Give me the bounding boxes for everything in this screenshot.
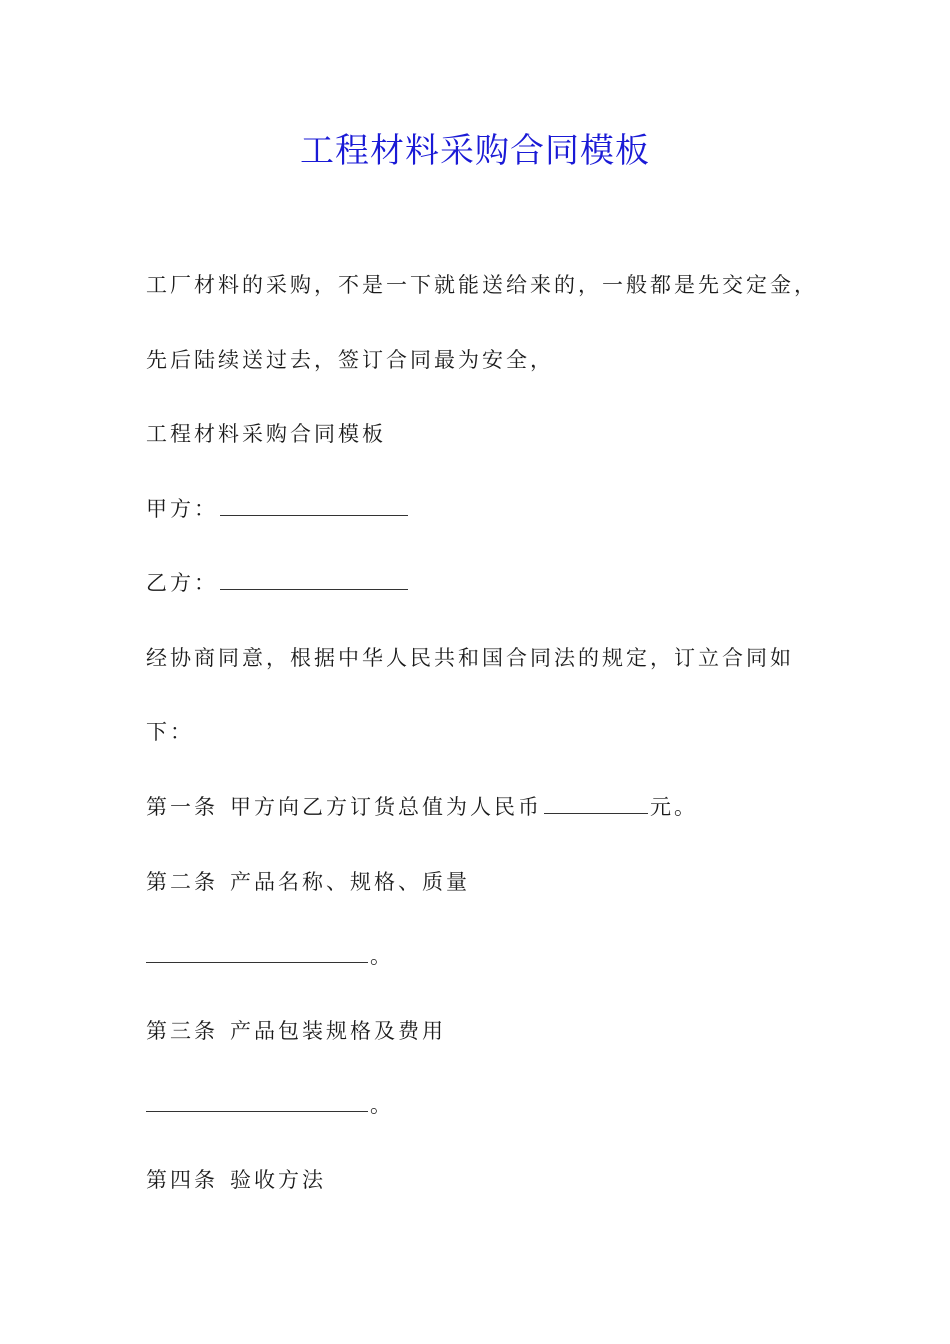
article-3 <box>146 1016 446 1046</box>
agreement-line-2: 下： <box>146 720 194 744</box>
article-4-text: 验收方法 <box>230 1168 326 1192</box>
agreement-line-1: 经协商同意，根据中华人民共和国合同法的规定，订立合同如 <box>146 646 794 670</box>
article-1-number: 第一条 <box>146 795 218 819</box>
party-a-line <box>146 494 410 524</box>
article-1 <box>146 792 698 822</box>
article-2-text: 产品名称、规格、质量 <box>230 870 470 894</box>
article-2-number: 第二条 <box>146 870 218 894</box>
intro-line-2: 先后陆续送过去，签订合同最为安全， <box>146 348 554 372</box>
article-3-number: 第三条 <box>146 1019 218 1043</box>
article-2-blank <box>146 942 368 963</box>
article-3-blank <box>146 1091 368 1112</box>
article-1-suffix: 元。 <box>650 795 698 819</box>
party-b-label: 乙方： <box>146 571 218 595</box>
article-3-blank-line <box>146 1090 394 1120</box>
document-title: 工程材料采购合同模板 <box>300 131 650 171</box>
intro-line-1: 工厂材料的采购，不是一下就能送给来的，一般都是先交定金， <box>146 273 818 297</box>
article-2-blank-suffix: 。 <box>370 944 394 968</box>
party-a-label: 甲方： <box>146 497 218 521</box>
article-2 <box>146 867 470 897</box>
party-a-blank <box>220 495 408 516</box>
party-b-blank <box>220 569 408 590</box>
article-4-number: 第四条 <box>146 1168 218 1192</box>
article-3-text: 产品包装规格及费用 <box>230 1019 446 1043</box>
party-b-line <box>146 568 410 598</box>
article-1-amount-blank <box>544 793 648 814</box>
article-1-text: 甲方向乙方订货总值为人民币 <box>230 795 542 819</box>
article-4 <box>146 1165 326 1195</box>
article-3-blank-suffix: 。 <box>370 1093 394 1117</box>
article-2-blank-line <box>146 941 394 971</box>
subtitle-line: 工程材料采购合同模板 <box>146 422 386 446</box>
